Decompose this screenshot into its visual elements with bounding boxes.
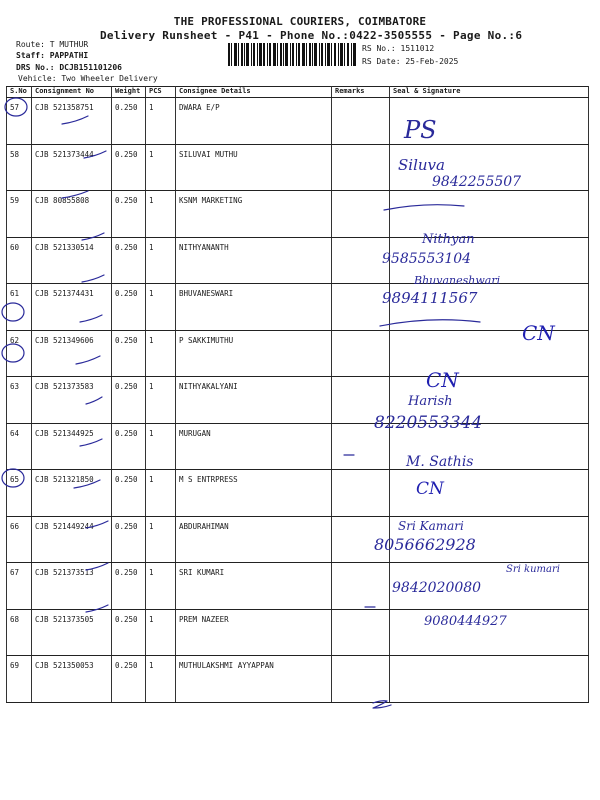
table-row (7, 98, 589, 145)
consignment-cell: CJB 521373583 (32, 377, 112, 424)
weight-cell: 0.250 (112, 284, 146, 331)
weight-cell: 0.250 (112, 470, 146, 517)
column-header-weight: Weight (112, 87, 146, 98)
remarks-cell (332, 470, 390, 517)
consignment-cell: CJB 521344925 (32, 423, 112, 470)
table-row (7, 516, 589, 563)
signature-60-name: Nithyan (422, 232, 475, 247)
table-row (7, 284, 589, 331)
consignee-cell: NITHYAKALYANI (176, 377, 332, 424)
consignment-cell: CJB 521349606 (32, 330, 112, 377)
sno-cell: 64 (7, 423, 32, 470)
sno-cell: 62 (7, 330, 32, 377)
signature-cell (390, 563, 589, 610)
weight-cell: 0.250 (112, 98, 146, 145)
consignee-cell: PREM NAZEER (176, 609, 332, 656)
table-row (7, 237, 589, 284)
weight-cell: 0.250 (112, 144, 146, 191)
remarks-cell (332, 377, 390, 424)
sno-cell: 63 (7, 377, 32, 424)
remarks-cell (332, 563, 390, 610)
remarks-cell (332, 144, 390, 191)
weight-cell: 0.250 (112, 516, 146, 563)
column-header-consignee: Consignee Details (176, 87, 332, 98)
table-row (7, 609, 589, 656)
sno-cell: 61 (7, 284, 32, 331)
consignee-cell: SRI KUMARI (176, 563, 332, 610)
pcs-cell: 1 (146, 237, 176, 284)
consignee-cell: P SAKKIMUTHU (176, 330, 332, 377)
rs-number: RS No.: 1511012 (362, 44, 435, 53)
table-row (7, 144, 589, 191)
consignment-cell: CJB 521373444 (32, 144, 112, 191)
signature-67-name: Sri Kamari (398, 519, 464, 533)
signature-68-name: Sri kumari (506, 564, 560, 575)
table-row (7, 330, 589, 377)
consignee-cell: ABDURAHIMAN (176, 516, 332, 563)
signature-64-phone: 8220553344 (374, 413, 483, 433)
pcs-cell: 1 (146, 423, 176, 470)
consignment-cell: CJB 521374431 (32, 284, 112, 331)
consignee-cell: MURUGAN (176, 423, 332, 470)
pcs-cell: 1 (146, 516, 176, 563)
consignment-cell: CJB 521330514 (32, 237, 112, 284)
weight-cell: 0.250 (112, 656, 146, 703)
signature-66-cn: CN (416, 479, 444, 499)
consignment-cell: CJB 521321850 (32, 470, 112, 517)
table-row (7, 470, 589, 517)
signature-63-cn: CN (426, 368, 459, 392)
barcode-image (228, 43, 356, 66)
sno-cell: 66 (7, 516, 32, 563)
signature-67-phone: 8056662928 (374, 535, 476, 554)
sno-cell: 58 (7, 144, 32, 191)
remarks-cell (332, 330, 390, 377)
pcs-cell: 1 (146, 609, 176, 656)
consignment-cell: CJB 521350053 (32, 656, 112, 703)
sno-cell: 59 (7, 191, 32, 238)
pcs-cell: 1 (146, 144, 176, 191)
consignment-cell: CJB 521373505 (32, 609, 112, 656)
signature-cell (390, 284, 589, 331)
weight-cell: 0.250 (112, 563, 146, 610)
column-header-pcs: PCS (146, 87, 176, 98)
remarks-cell (332, 656, 390, 703)
table-row (7, 563, 589, 610)
weight-cell: 0.250 (112, 377, 146, 424)
consignment-cell: CJB 80855808 (32, 191, 112, 238)
route-label: Route: T MUTHUR (16, 40, 89, 49)
vehicle-label: Vehicle: Two Wheeler Delivery (18, 74, 158, 83)
signature-cell (390, 144, 589, 191)
sno-cell: 68 (7, 609, 32, 656)
table-row (7, 377, 589, 424)
consignee-cell: NITHYANANTH (176, 237, 332, 284)
pcs-cell: 1 (146, 330, 176, 377)
weight-cell: 0.250 (112, 191, 146, 238)
weight-cell: 0.250 (112, 423, 146, 470)
sno-cell: 65 (7, 470, 32, 517)
signature-60-phone: 9585553104 (382, 251, 472, 267)
pcs-cell: 1 (146, 191, 176, 238)
signature-68-phone: 9842020080 (392, 580, 482, 596)
pcs-cell: 1 (146, 284, 176, 331)
column-header-seal-signature: Seal & Signature (390, 87, 589, 98)
signature-62-cn: CN (522, 321, 555, 345)
sno-cell: 57 (7, 98, 32, 145)
remarks-cell (332, 423, 390, 470)
signature-69-phone: 9080444927 (424, 614, 507, 629)
column-header-consignment: Consignment No (32, 87, 112, 98)
sno-cell: 69 (7, 656, 32, 703)
consignee-cell: DWARA E/P (176, 98, 332, 145)
signature-cell (390, 98, 589, 145)
remarks-cell (332, 237, 390, 284)
consignee-cell: KSNM MARKETING (176, 191, 332, 238)
signature-65-name: M. Sathis (406, 454, 474, 470)
runsheet-table (6, 86, 589, 703)
consignment-cell: CJB 521373513 (32, 563, 112, 610)
consignee-cell: M S ENTRPRESS (176, 470, 332, 517)
column-header-remarks: Remarks (332, 87, 390, 98)
remarks-cell (332, 98, 390, 145)
column-header-sno: S.No (7, 87, 32, 98)
remarks-cell (332, 284, 390, 331)
signature-58-name: Siluva (398, 156, 445, 174)
weight-cell: 0.250 (112, 609, 146, 656)
consignment-cell: CJB 521358751 (32, 98, 112, 145)
sno-cell: 60 (7, 237, 32, 284)
weight-cell: 0.250 (112, 330, 146, 377)
rs-date: RS Date: 25-Feb-2025 (362, 57, 459, 66)
consignee-cell: MUTHULAKSHMI AYYAPPAN (176, 656, 332, 703)
signature-61-name: Bhuvaneshwari (414, 274, 501, 287)
table-header-row (7, 87, 589, 98)
consignment-cell: CJB 521449244 (32, 516, 112, 563)
staff-label: Staff: PAPPATHI (16, 51, 89, 60)
consignee-cell: BHUVANESWARI (176, 284, 332, 331)
remarks-cell (332, 516, 390, 563)
document-title: THE PROFESSIONAL COURIERS, COIMBATORE (173, 15, 427, 28)
signature-58-phone: 9842255507 (432, 174, 522, 190)
signature-cell (390, 656, 589, 703)
signature-cell (390, 330, 589, 377)
pcs-cell: 1 (146, 563, 176, 610)
signature-cell (390, 516, 589, 563)
signature-cell (390, 377, 589, 424)
table-row (7, 423, 589, 470)
pcs-cell: 1 (146, 470, 176, 517)
pcs-cell: 1 (146, 98, 176, 145)
signature-cell (390, 237, 589, 284)
pcs-cell: 1 (146, 656, 176, 703)
drs-number: DRS No.: DCJB151101206 (16, 63, 122, 72)
weight-cell: 0.250 (112, 237, 146, 284)
signature-57: PS (404, 116, 437, 144)
table-row (7, 191, 589, 238)
signature-cell (390, 191, 589, 238)
sno-cell: 67 (7, 563, 32, 610)
signature-64-name: Harish (408, 394, 453, 409)
table-row (7, 656, 589, 703)
pcs-cell: 1 (146, 377, 176, 424)
signature-cell (390, 609, 589, 656)
signature-cell (390, 423, 589, 470)
runsheet-subtitle: Delivery Runsheet - P41 - Phone No.:0422-3505555 - Page No.:6 (100, 29, 523, 42)
signature-cell (390, 470, 589, 517)
consignee-cell: SILUVAI MUTHU (176, 144, 332, 191)
signature-61-phone: 9894111567 (382, 289, 478, 307)
remarks-cell (332, 609, 390, 656)
remarks-cell (332, 191, 390, 238)
